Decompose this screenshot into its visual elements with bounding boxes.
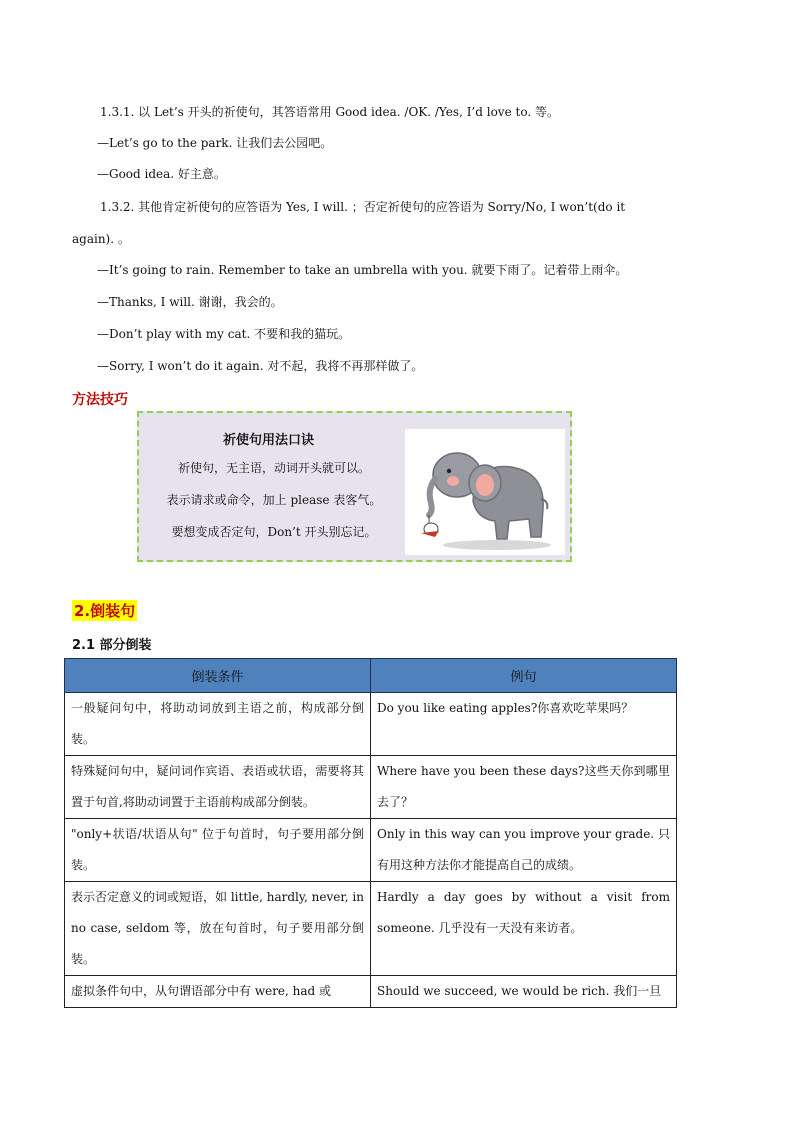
table-row [65, 693, 677, 756]
example-cell: Where have you been these days?这些天你到哪里去了？ [371, 756, 677, 819]
example-cell: Do you like eating apples?你喜欢吃苹果吗？ [371, 693, 677, 756]
condition-cell: 特殊疑问句中，疑问词作宾语、表语或状语，需要将其置于句首,将助动词置于主语前构成部分倒装。 [65, 756, 371, 819]
table-row [65, 976, 677, 1008]
example-cell: Only in this way can you improve your grade. 只有用这种方法你才能提高自己的成绩。 [371, 819, 677, 882]
mnemonic-line-1: 祈使句，无主语，动词开头就可以。 [177, 461, 370, 475]
mnemonic-title: 祈使句用法口诀 [223, 433, 315, 448]
paragraph-1-3-1: 1.3.1. 以 Let’s 开头的祈使句，其答语常用 Good idea. /OK. /Yes, I’d love to. 等。 [100, 105, 559, 119]
mnemonic-line-3: 要想变成否定句，Don’t 开头别忘记。 [171, 525, 377, 539]
example-going-to-rain: —It’s going to rain. Remember to take an umbrella with you. 就要下雨了。记着带上雨伞。 [97, 263, 628, 277]
subsection-title-partial-inversion: 2.1 部分倒装 [72, 638, 152, 653]
condition-cell: 虚拟条件句中，从句谓语部分中有 were, had 或 [65, 976, 371, 1008]
mnemonic-box [137, 411, 572, 562]
condition-cell: "only+状语/状语从句" 位于句首时，句子要用部分倒装。 [65, 819, 371, 882]
inversion-table [64, 658, 677, 1008]
method-tips-heading: 方法技巧 [72, 392, 128, 408]
table-row [65, 819, 677, 882]
mnemonic-line-2: 表示请求或命令，加上 please 表客气。 [166, 493, 382, 507]
table-row [65, 756, 677, 819]
paragraph-1-3-2: 1.3.2. 其他肯定祈使句的应答语为 Yes, I will. ；否定祈使句的应答语为 Sorry/No, I won’t(do it [100, 200, 626, 214]
example-cell: Hardly a day goes by without a visit from someone. 几乎没有一天没有来访者。 [371, 882, 677, 976]
example-cell: Should we succeed, we would be rich. 我们一旦 [371, 976, 677, 1008]
header-condition: 倒装条件 [65, 659, 371, 693]
example-lets-go-park: —Let’s go to the park. 让我们去公园吧。 [97, 136, 333, 150]
condition-cell: 表示否定意义的词或短语，如 little, hardly, never, in no case, seldom 等，放在句首时，句子要用部分倒装。 [65, 882, 371, 976]
example-good-idea: —Good idea. 好主意。 [97, 167, 226, 181]
example-dont-play-cat: —Don’t play with my cat. 不要和我的猫玩。 [97, 327, 351, 341]
example-sorry-wont: —Sorry, I won’t do it again. 对不起，我将不再那样做了。 [97, 359, 424, 373]
header-example: 例句 [371, 659, 677, 693]
condition-cell: 一般疑问句中，将助动词放到主语之前，构成部分倒装。 [65, 693, 371, 756]
section-title-inversion: 2.倒装句 [74, 602, 136, 620]
example-thanks-i-will: —Thanks, I will. 谢谢，我会的。 [97, 295, 283, 309]
paragraph-1-3-2-continued: again). 。 [72, 232, 130, 246]
table-row [65, 882, 677, 976]
elephant-illustration-icon [405, 429, 565, 555]
table-header-row [65, 659, 677, 693]
